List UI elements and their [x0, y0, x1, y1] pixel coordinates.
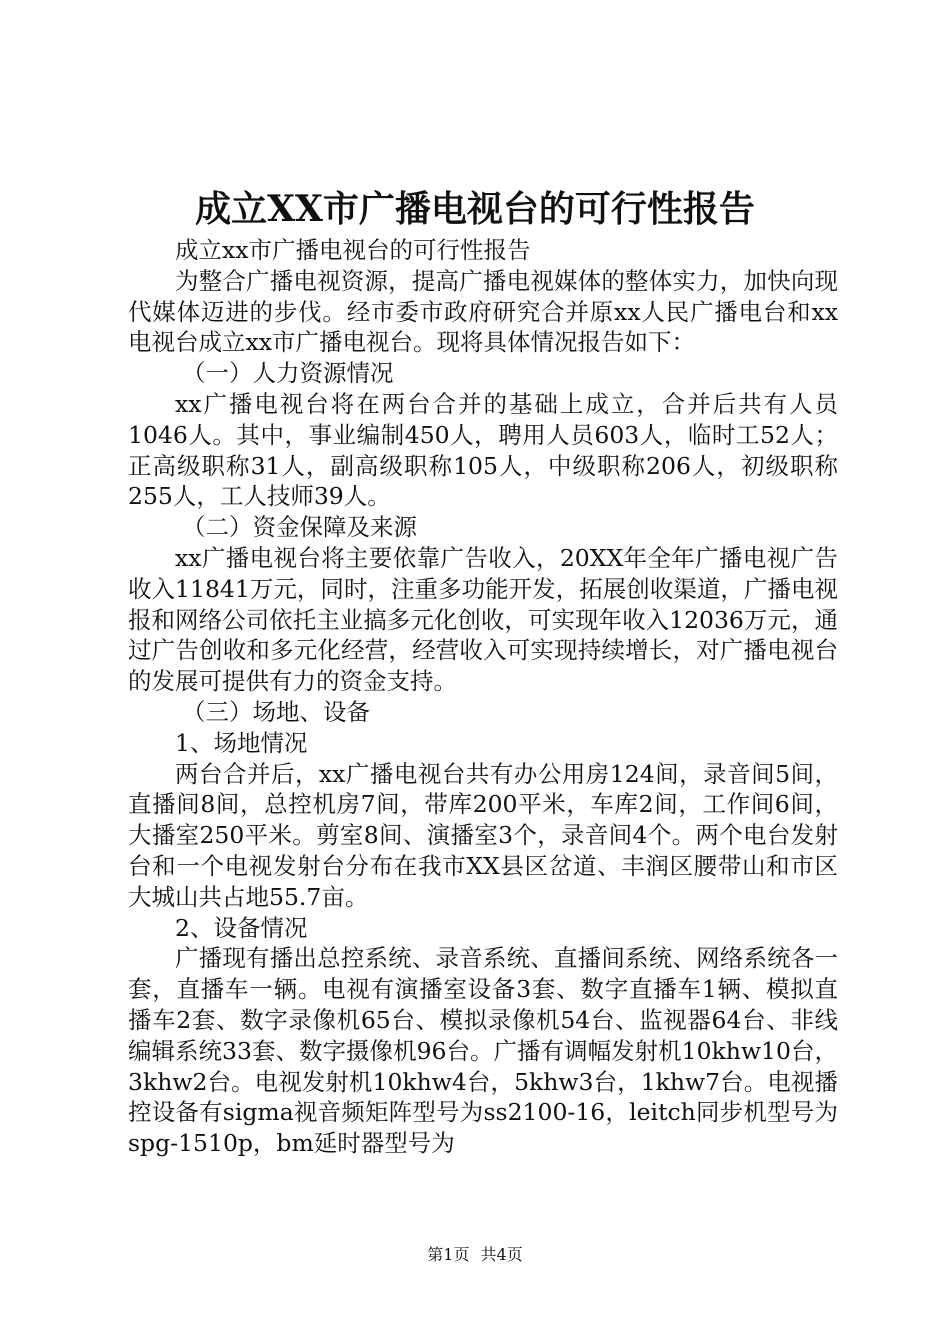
page-total: 共4页 [480, 1245, 523, 1264]
page-number: 第1页 [427, 1245, 470, 1264]
subheading-equipment: 2、设备情况 [175, 913, 308, 942]
equipment-paragraph: 广播现有播出总控系统、录音系统、直播间系统、网络系统各一套，直播车一辆。电视有演播室设备3套、数字直播车1辆、模拟直播车2套、数字录像机65台、模拟录像机54台、监视器64台、非线编辑系统33套、数字摄像机96台。广播有调幅发射机10khw10台，3khw2台。电视发射机10khw4台，5khw3台，1khw7台。电视播控设备有sigma视音频矩阵型号为ss2100-16，leitch同步机型号为spg-1510p，bm延时器型号为 [128, 944, 838, 1158]
section-heading-facilities: （三）场地、设备 [182, 697, 371, 726]
section-heading-hr: （一）人力资源情况 [182, 359, 394, 388]
section-heading-funding: （二）资金保障及来源 [182, 513, 418, 542]
document-body [128, 235, 838, 1159]
funding-paragraph: xx广播电视台将主要依靠广告收入，20XX年全年广播电视广告收入11841万元，同时，注重多功能开发，拓展创收渠道，广播电视报和网络公司依托主业搞多元化创收，可实现年收入12036万元，通过广告创收和多元化经营，经营收入可实现持续增长，对广播电视台的发展可提供有力的资金支持。 [128, 543, 838, 696]
venue-paragraph: 两台合并后，xx广播电视台共有办公用房124间，录音间5间，直播间8间，总控机房7间，带库200平米，车库2间，工作间6间，大播室250平米。剪室8间、演播室3个，录音间4个。两个电台发射台和一个电视发射台分布在我市XX县区岔道、丰润区腰带山和市区大城山共占地55.7亩。 [128, 759, 838, 911]
document-title: 成立XX市广播电视台的可行性报告 [195, 188, 755, 230]
hr-paragraph: xx广播电视台将在两台合并的基础上成立，合并后共有人员1046人。其中，事业编制450人，聘用人员603人，临时工52人；正高级职称31人，副高级职称105人，中级职称206人，初级职称255人，工人技师39人。 [128, 389, 838, 511]
intro-paragraph: 为整合广播电视资源，提高广播电视媒体的整体实力，加快向现代媒体迈进的步伐。经市委市政府研究合并原xx人民广播电台和xx电视台成立xx市广播电视台。现将具体情况报告如下： [128, 266, 838, 357]
intro-title-line: 成立xx市广播电视台的可行性报告 [175, 236, 531, 264]
subheading-venue: 1、场地情况 [175, 728, 308, 757]
page-footer [0, 1244, 950, 1266]
